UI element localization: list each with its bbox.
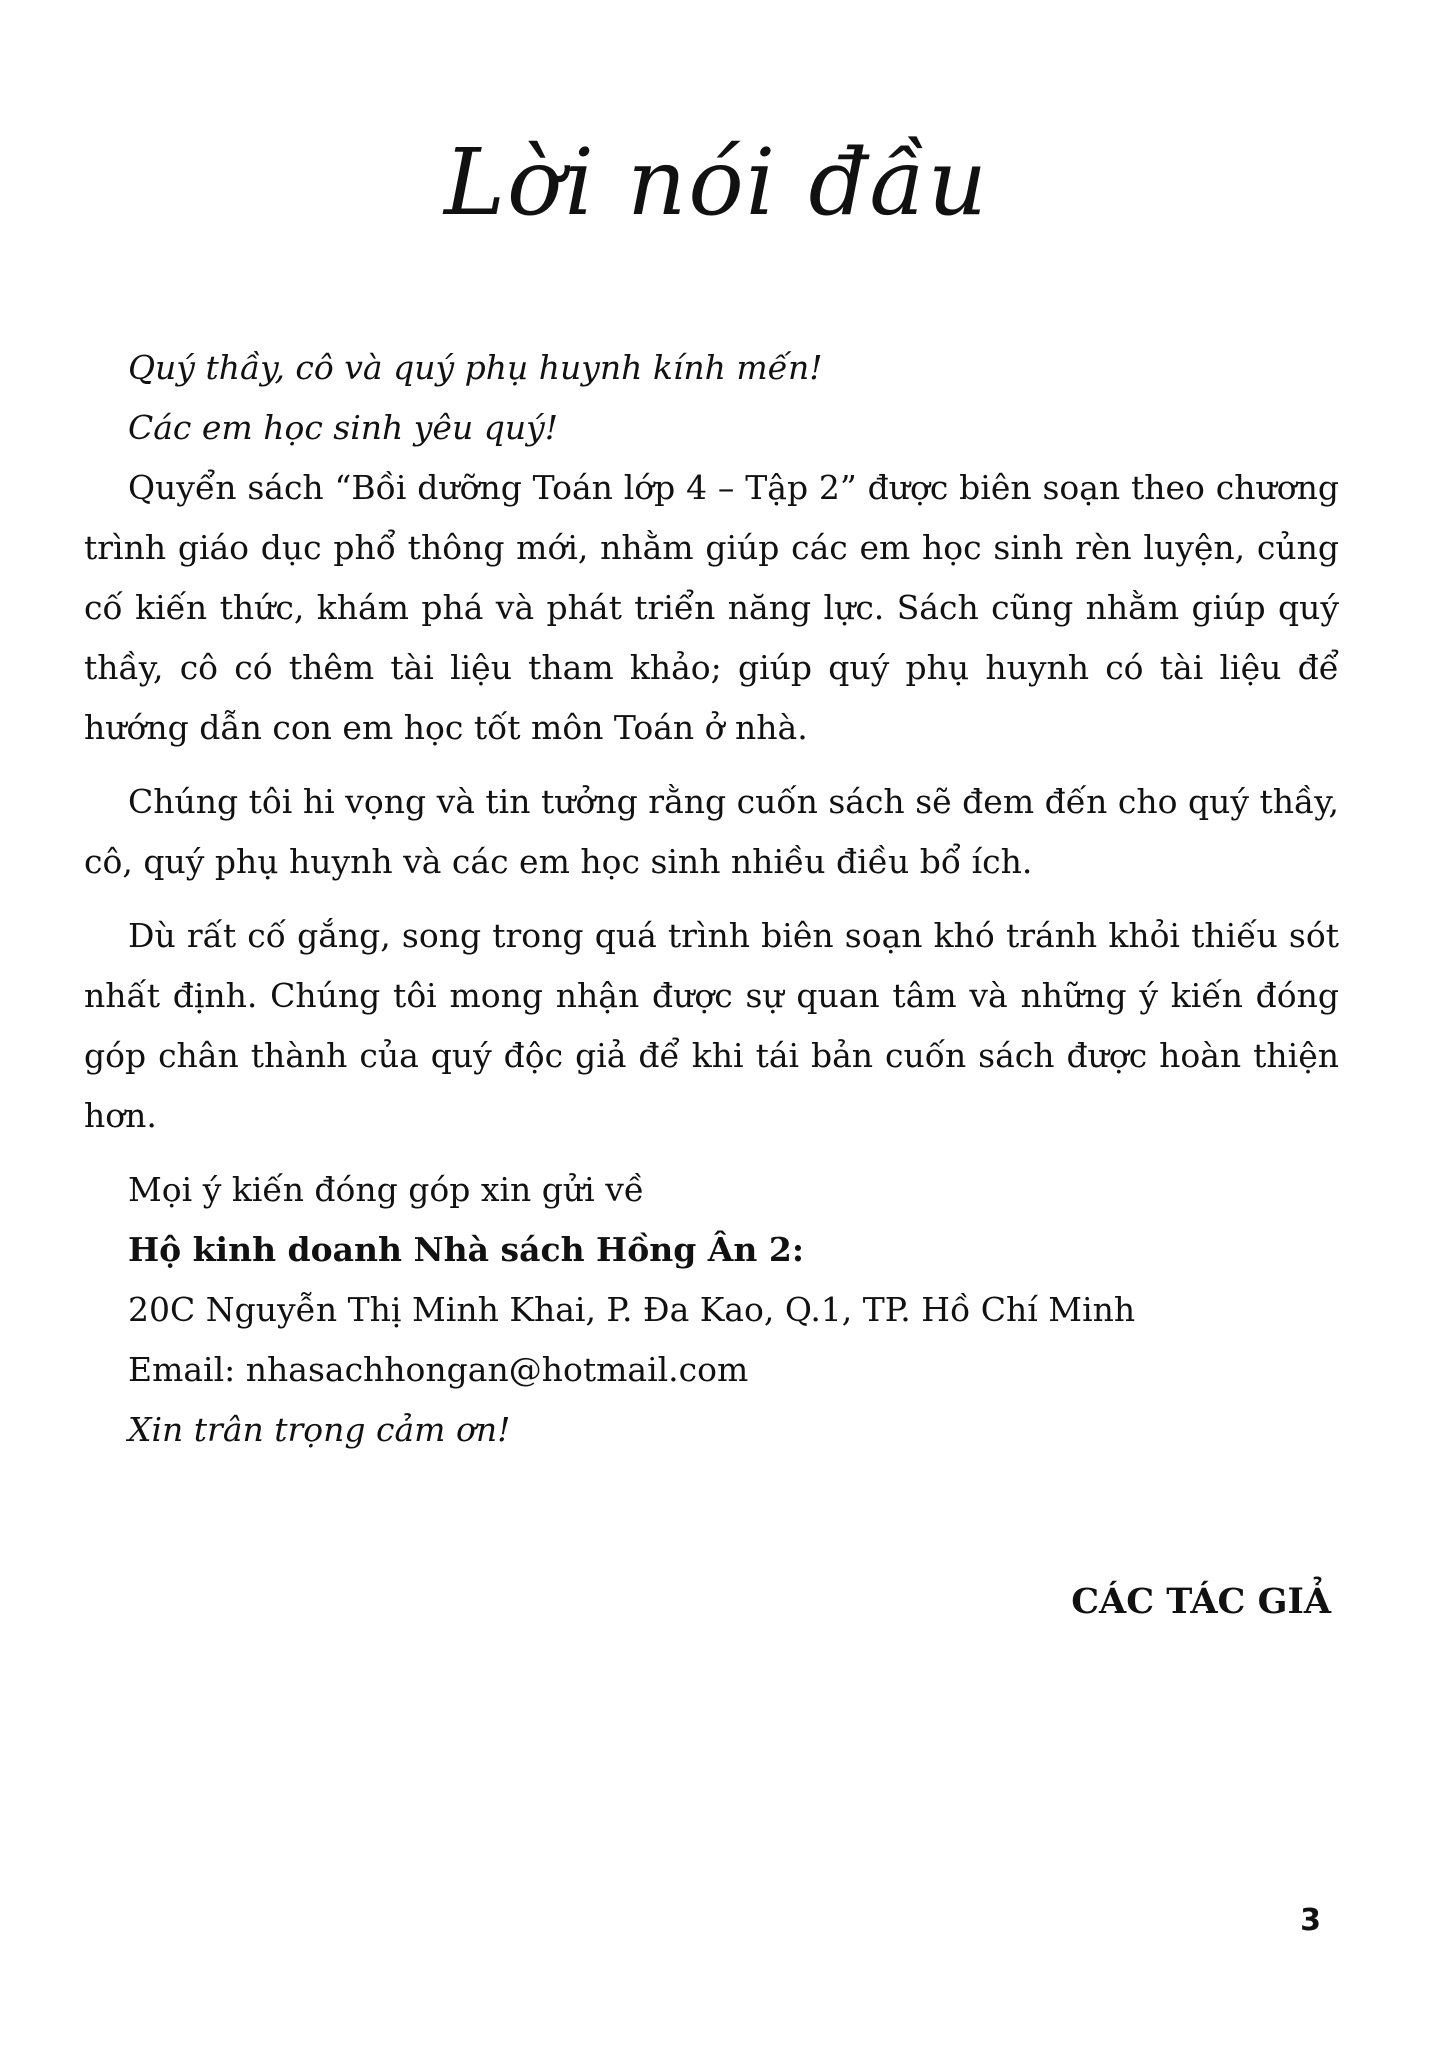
page-number: 3: [1300, 1903, 1321, 1938]
contact-address: 20C Nguyễn Thị Minh Khai, P. Đa Kao, Q.1, TP. Hồ Chí Minh: [128, 1290, 1136, 1329]
greeting-line-2: Các em học sinh yêu quý!: [128, 408, 558, 447]
closing-line: Xin trân trọng cảm ơn!: [128, 1410, 511, 1449]
preface-body: [84, 338, 1339, 1460]
contact-email: Email: nhasachhongan@hotmail.com: [128, 1350, 749, 1389]
contact-intro: Mọi ý kiến đóng góp xin gửi về: [128, 1170, 645, 1209]
paragraph-hope: Chúng tôi hi vọng và tin tưởng rằng cuốn sách sẽ đem đến cho quý thầy, cô, quý phụ huynh và các em học sinh nhiều điều bổ ích.: [84, 782, 1339, 881]
contact-name: Hộ kinh doanh Nhà sách Hồng Ân 2:: [128, 1230, 805, 1269]
paragraph-feedback: Dù rất cố gắng, song trong quá trình biên soạn khó tránh khỏi thiếu sót nhất định. Chúng tôi mong nhận được sự quan tâm và những ý kiến đóng góp chân thành của quý độc giả để khi tái bản cuốn sách được hoàn thiện hơn.: [84, 916, 1339, 1135]
paragraph-purpose: Quyển sách “Bồi dưỡng Toán lớp 4 – Tập 2” được biên soạn theo chương trình giáo dục phổ thông mới, nhằm giúp các em học sinh rèn luyện, củng cố kiến thức, khám phá và phát triển năng lực. Sách cũng nhằm giúp quý thầy, cô có thêm tài liệu tham khảo; giúp quý phụ huynh có tài liệu để hướng dẫn con em học tốt môn Toán ở nhà.: [84, 468, 1339, 747]
page-title: Lời nói đầu: [444, 129, 989, 236]
signature: CÁC TÁC GIẢ: [1071, 1581, 1331, 1622]
greeting-line-1: Quý thầy, cô và quý phụ huynh kính mến!: [128, 348, 823, 387]
